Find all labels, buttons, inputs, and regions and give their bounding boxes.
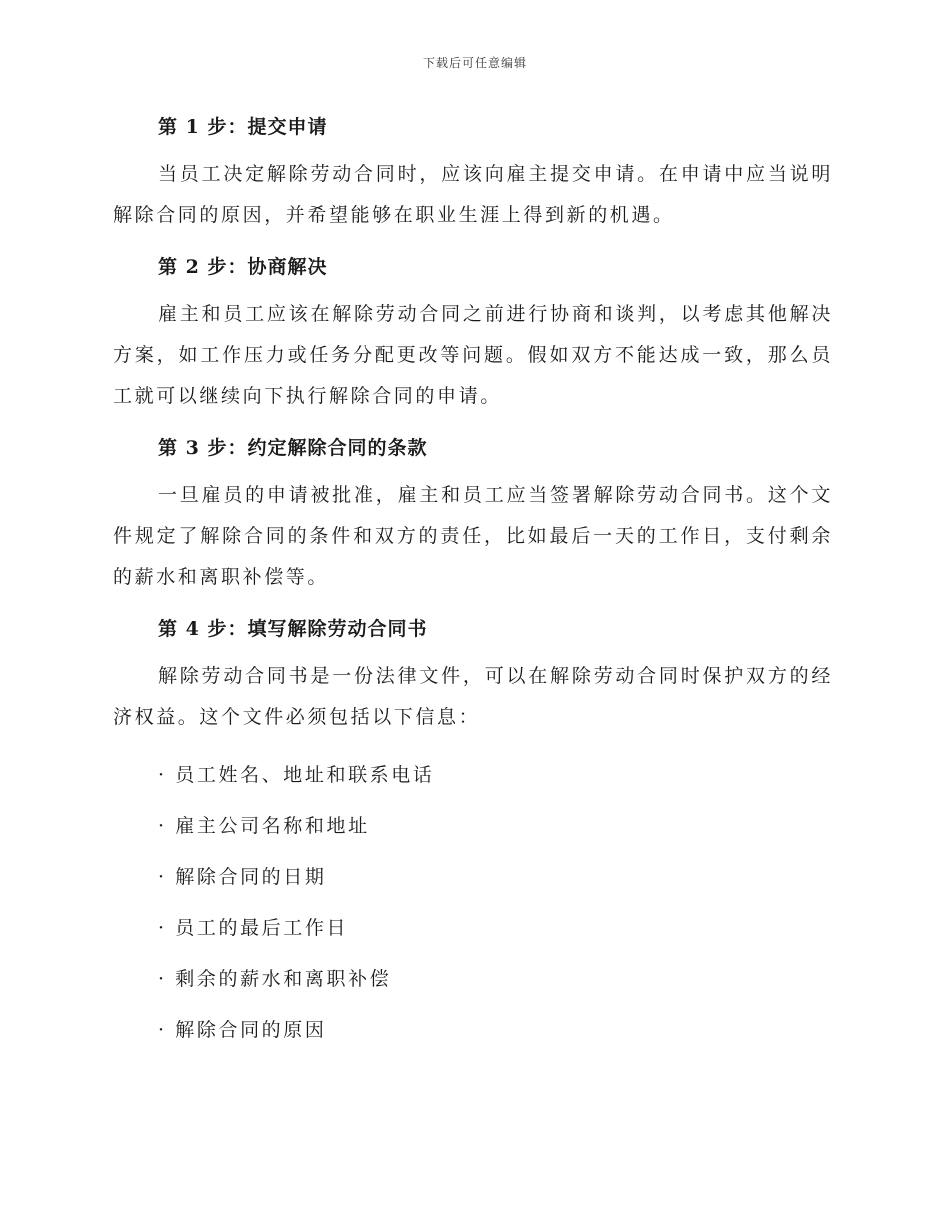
list-item: · 解除合同的原因 (158, 1019, 327, 1041)
required-info-list (113, 750, 833, 1056)
list-item: · 员工姓名、地址和联系电话 (158, 764, 435, 786)
step-4-paragraph: 解除劳动合同书是一份法律文件，可以在解除劳动合同时保护双方的经济权益。这个文件必须包括以下信息： (113, 665, 833, 728)
list-item: · 雇主公司名称和地址 (158, 815, 370, 837)
step-3-heading: 第 3 步：约定解除合同的条款 (158, 437, 428, 459)
step-2-paragraph: 雇主和员工应该在解除劳动合同之前进行协商和谈判，以考虑其他解决方案，如工作压力或任务分配更改等问题。假如双方不能达成一致，那么员工就可以继续向下执行解除合同的申请。 (113, 303, 833, 407)
step-1-heading: 第 1 步：提交申请 (158, 116, 328, 138)
page-header: 下载后可任意编辑 (422, 56, 527, 70)
list-item: · 剩余的薪水和离职补偿 (158, 968, 392, 990)
step-2-heading: 第 2 步：协商解决 (158, 256, 328, 278)
step-1-paragraph: 当员工决定解除劳动合同时，应该向雇主提交申请。在申请中应当说明解除合同的原因，并希望能够在职业生涯上得到新的机遇。 (113, 163, 833, 226)
list-item: · 解除合同的日期 (158, 866, 327, 888)
list-item: · 员工的最后工作日 (158, 917, 349, 939)
step-3-paragraph: 一旦雇员的申请被批准，雇主和员工应当签署解除劳动合同书。这个文件规定了解除合同的条件和双方的责任，比如最后一天的工作日，支付剩余的薪水和离职补偿等。 (113, 484, 833, 588)
step-4-heading: 第 4 步：填写解除劳动合同书 (158, 618, 428, 640)
document-body (113, 108, 833, 1056)
